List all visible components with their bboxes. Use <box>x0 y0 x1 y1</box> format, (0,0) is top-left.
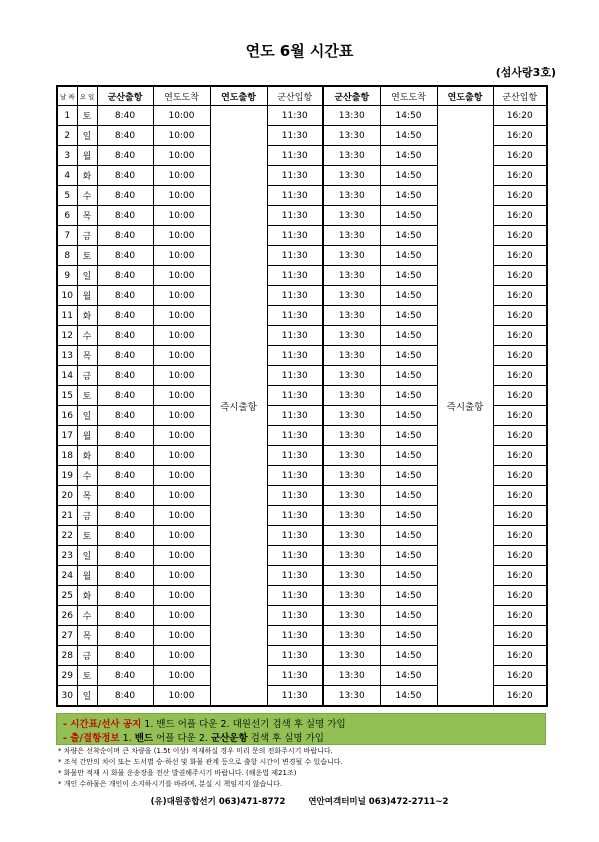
gunsan-arrive-cell: 11:30 <box>267 266 323 286</box>
gunsan-arrive-cell: 16:20 <box>493 646 547 666</box>
weekday-cell: 토 <box>77 106 97 126</box>
day-cell: 13 <box>57 346 77 366</box>
yeondo-arrive-cell: 14:50 <box>380 506 437 526</box>
weekday-cell: 일 <box>77 686 97 707</box>
notes <box>58 746 343 790</box>
gunsan-depart-cell: 8:40 <box>97 166 153 186</box>
gunsan-depart-cell: 13:30 <box>323 326 380 346</box>
gunsan-arrive-cell: 16:20 <box>493 326 547 346</box>
day-cell: 5 <box>57 186 77 206</box>
yeondo-arrive-cell: 10:00 <box>153 326 210 346</box>
weekday-cell: 목 <box>77 486 97 506</box>
gunsan-depart-cell: 8:40 <box>97 606 153 626</box>
yeondo-arrive-cell: 14:50 <box>380 386 437 406</box>
day-cell: 29 <box>57 666 77 686</box>
yeondo-arrive-cell: 14:50 <box>380 446 437 466</box>
gunsan-arrive-cell: 16:20 <box>493 106 547 126</box>
gunsan-depart-cell: 8:40 <box>97 406 153 426</box>
yeondo-arrive-cell: 10:00 <box>153 406 210 426</box>
yeondo-arrive-cell: 14:50 <box>380 266 437 286</box>
gunsan-arrive-cell: 16:20 <box>493 486 547 506</box>
yeondo-arrive-cell: 10:00 <box>153 686 210 707</box>
gunsan-arrive-cell: 11:30 <box>267 606 323 626</box>
gunsan-depart-cell: 13:30 <box>323 286 380 306</box>
notice-bold-gunsan: 군산운항 <box>210 733 248 744</box>
gunsan-arrive-cell: 16:20 <box>493 606 547 626</box>
gunsan-arrive-cell: 16:20 <box>493 526 547 546</box>
yeondo-arrive-cell: 10:00 <box>153 146 210 166</box>
note-item: * 개인 수하물은 개인이 소지하시기를 바라며, 분실 시 책임지지 않습니다. <box>58 780 283 788</box>
gunsan-depart-cell: 8:40 <box>97 486 153 506</box>
yeondo-arrive-cell: 14:50 <box>380 186 437 206</box>
header-yeondo-arrive-1: 연도도착 <box>153 86 210 106</box>
header-row <box>57 86 547 106</box>
table-row <box>57 106 547 126</box>
yeondo-arrive-cell: 10:00 <box>153 506 210 526</box>
day-cell: 22 <box>57 526 77 546</box>
gunsan-depart-cell: 13:30 <box>323 346 380 366</box>
gunsan-depart-cell: 8:40 <box>97 146 153 166</box>
gunsan-depart-cell: 8:40 <box>97 506 153 526</box>
gunsan-depart-cell: 8:40 <box>97 646 153 666</box>
weekday-cell: 월 <box>77 146 97 166</box>
gunsan-arrive-cell: 16:20 <box>493 686 547 707</box>
weekday-cell: 화 <box>77 586 97 606</box>
gunsan-arrive-cell: 11:30 <box>267 326 323 346</box>
yeondo-arrive-cell: 10:00 <box>153 586 210 606</box>
gunsan-arrive-cell: 16:20 <box>493 266 547 286</box>
gunsan-arrive-cell: 11:30 <box>267 166 323 186</box>
weekday-cell: 수 <box>77 326 97 346</box>
yeondo-arrive-cell: 10:00 <box>153 126 210 146</box>
gunsan-depart-cell: 8:40 <box>97 446 153 466</box>
gunsan-depart-cell: 13:30 <box>323 606 380 626</box>
weekday-cell: 목 <box>77 206 97 226</box>
yeondo-arrive-cell: 10:00 <box>153 526 210 546</box>
weekday-cell: 일 <box>77 266 97 286</box>
gunsan-depart-cell: 8:40 <box>97 566 153 586</box>
gunsan-depart-cell: 13:30 <box>323 546 380 566</box>
day-cell: 27 <box>57 626 77 646</box>
gunsan-depart-cell: 13:30 <box>323 186 380 206</box>
gunsan-depart-cell: 13:30 <box>323 526 380 546</box>
gunsan-arrive-cell: 11:30 <box>267 366 323 386</box>
gunsan-arrive-cell: 16:20 <box>493 286 547 306</box>
immediate-departure-cell: 즉시출항 <box>210 106 267 707</box>
gunsan-depart-cell: 8:40 <box>97 466 153 486</box>
gunsan-depart-cell: 13:30 <box>323 626 380 646</box>
weekday-cell: 월 <box>77 566 97 586</box>
gunsan-arrive-cell: 16:20 <box>493 226 547 246</box>
day-cell: 15 <box>57 386 77 406</box>
header-day: 날 짜 <box>57 86 77 106</box>
yeondo-arrive-cell: 10:00 <box>153 386 210 406</box>
gunsan-depart-cell: 13:30 <box>323 566 380 586</box>
notice-box <box>56 713 546 745</box>
yeondo-arrive-cell: 14:50 <box>380 226 437 246</box>
note-item: * 조석 간만의 차이 또는 도서별 승·하선 및 화물 관계 등으로 출항 시간이 변경될 수 있습니다. <box>58 758 343 766</box>
weekday-cell: 토 <box>77 386 97 406</box>
day-cell: 26 <box>57 606 77 626</box>
gunsan-arrive-cell: 11:30 <box>267 546 323 566</box>
day-cell: 8 <box>57 246 77 266</box>
header-yeondo-depart-2: 연도출항 <box>437 86 493 106</box>
gunsan-depart-cell: 8:40 <box>97 526 153 546</box>
gunsan-depart-cell: 13:30 <box>323 166 380 186</box>
footer-terminal: 연안여객터미널 063)472-2711~2 <box>308 797 449 807</box>
note-item: * 화물만 적재 시 화물 운송장을 전산 발권해주시기 바랍니다. (해운법 제21조) <box>58 769 297 777</box>
yeondo-arrive-cell: 14:50 <box>380 126 437 146</box>
yeondo-arrive-cell: 10:00 <box>153 546 210 566</box>
day-cell: 14 <box>57 366 77 386</box>
gunsan-arrive-cell: 16:20 <box>493 426 547 446</box>
yeondo-arrive-cell: 10:00 <box>153 606 210 626</box>
gunsan-depart-cell: 8:40 <box>97 126 153 146</box>
weekday-cell: 토 <box>77 526 97 546</box>
gunsan-arrive-cell: 16:20 <box>493 206 547 226</box>
header-yeondo-depart-1: 연도출항 <box>210 86 267 106</box>
yeondo-arrive-cell: 14:50 <box>380 606 437 626</box>
weekday-cell: 토 <box>77 246 97 266</box>
gunsan-depart-cell: 8:40 <box>97 306 153 326</box>
notice-bold-band: 밴드 <box>134 733 154 744</box>
yeondo-arrive-cell: 10:00 <box>153 226 210 246</box>
gunsan-arrive-cell: 16:20 <box>493 246 547 266</box>
yeondo-arrive-cell: 10:00 <box>153 646 210 666</box>
gunsan-depart-cell: 8:40 <box>97 426 153 446</box>
footer-contacts <box>0 795 599 807</box>
yeondo-arrive-cell: 10:00 <box>153 346 210 366</box>
gunsan-depart-cell: 8:40 <box>97 666 153 686</box>
gunsan-depart-cell: 13:30 <box>323 586 380 606</box>
gunsan-depart-cell: 13:30 <box>323 646 380 666</box>
yeondo-arrive-cell: 14:50 <box>380 526 437 546</box>
day-cell: 12 <box>57 326 77 346</box>
gunsan-depart-cell: 13:30 <box>323 466 380 486</box>
gunsan-arrive-cell: 11:30 <box>267 106 323 126</box>
gunsan-depart-cell: 8:40 <box>97 286 153 306</box>
yeondo-arrive-cell: 14:50 <box>380 586 437 606</box>
footer-company: (유)대원종합선기 063)471-8772 <box>150 797 286 807</box>
weekday-cell: 일 <box>77 546 97 566</box>
gunsan-depart-cell: 8:40 <box>97 386 153 406</box>
gunsan-depart-cell: 13:30 <box>323 146 380 166</box>
yeondo-arrive-cell: 10:00 <box>153 486 210 506</box>
yeondo-arrive-cell: 14:50 <box>380 106 437 126</box>
gunsan-depart-cell: 8:40 <box>97 686 153 707</box>
yeondo-arrive-cell: 10:00 <box>153 186 210 206</box>
yeondo-arrive-cell: 10:00 <box>153 306 210 326</box>
day-cell: 10 <box>57 286 77 306</box>
yeondo-arrive-cell: 14:50 <box>380 246 437 266</box>
gunsan-arrive-cell: 11:30 <box>267 146 323 166</box>
gunsan-arrive-cell: 16:20 <box>493 346 547 366</box>
yeondo-arrive-cell: 14:50 <box>380 166 437 186</box>
gunsan-arrive-cell: 11:30 <box>267 646 323 666</box>
gunsan-depart-cell: 8:40 <box>97 226 153 246</box>
weekday-cell: 금 <box>77 366 97 386</box>
weekday-cell: 화 <box>77 166 97 186</box>
gunsan-arrive-cell: 11:30 <box>267 286 323 306</box>
gunsan-arrive-cell: 16:20 <box>493 586 547 606</box>
gunsan-arrive-cell: 16:20 <box>493 406 547 426</box>
gunsan-depart-cell: 8:40 <box>97 106 153 126</box>
day-cell: 24 <box>57 566 77 586</box>
header-gunsan-depart-2: 군산출항 <box>323 86 380 106</box>
day-cell: 28 <box>57 646 77 666</box>
day-cell: 18 <box>57 446 77 466</box>
gunsan-arrive-cell: 11:30 <box>267 466 323 486</box>
gunsan-depart-cell: 13:30 <box>323 126 380 146</box>
gunsan-depart-cell: 13:30 <box>323 306 380 326</box>
gunsan-arrive-cell: 16:20 <box>493 506 547 526</box>
notice-text-service-b: 어플 다운 2. <box>153 733 211 744</box>
gunsan-arrive-cell: 11:30 <box>267 586 323 606</box>
gunsan-depart-cell: 13:30 <box>323 386 380 406</box>
gunsan-arrive-cell: 16:20 <box>493 466 547 486</box>
yeondo-arrive-cell: 14:50 <box>380 566 437 586</box>
yeondo-arrive-cell: 14:50 <box>380 546 437 566</box>
notice-text-service-c: 검색 후 실명 가입 <box>247 733 324 744</box>
day-cell: 17 <box>57 426 77 446</box>
gunsan-depart-cell: 8:40 <box>97 546 153 566</box>
day-cell: 20 <box>57 486 77 506</box>
gunsan-arrive-cell: 16:20 <box>493 386 547 406</box>
header-yeondo-arrive-2: 연도도착 <box>380 86 437 106</box>
gunsan-arrive-cell: 11:30 <box>267 666 323 686</box>
yeondo-arrive-cell: 14:50 <box>380 486 437 506</box>
gunsan-arrive-cell: 11:30 <box>267 126 323 146</box>
day-cell: 3 <box>57 146 77 166</box>
weekday-cell: 수 <box>77 606 97 626</box>
gunsan-arrive-cell: 16:20 <box>493 146 547 166</box>
gunsan-arrive-cell: 11:30 <box>267 686 323 707</box>
yeondo-arrive-cell: 10:00 <box>153 106 210 126</box>
gunsan-arrive-cell: 11:30 <box>267 186 323 206</box>
day-cell: 4 <box>57 166 77 186</box>
yeondo-arrive-cell: 10:00 <box>153 206 210 226</box>
day-cell: 7 <box>57 226 77 246</box>
yeondo-arrive-cell: 10:00 <box>153 246 210 266</box>
yeondo-arrive-cell: 14:50 <box>380 686 437 707</box>
weekday-cell: 화 <box>77 306 97 326</box>
gunsan-arrive-cell: 16:20 <box>493 166 547 186</box>
gunsan-depart-cell: 13:30 <box>323 426 380 446</box>
weekday-cell: 수 <box>77 466 97 486</box>
gunsan-depart-cell: 8:40 <box>97 586 153 606</box>
gunsan-depart-cell: 8:40 <box>97 206 153 226</box>
weekday-cell: 목 <box>77 626 97 646</box>
gunsan-arrive-cell: 16:20 <box>493 366 547 386</box>
gunsan-arrive-cell: 16:20 <box>493 546 547 566</box>
yeondo-arrive-cell: 14:50 <box>380 666 437 686</box>
notice-line-schedule <box>63 716 346 730</box>
gunsan-arrive-cell: 11:30 <box>267 226 323 246</box>
note-item: * 차량은 선착순이며 큰 차량을 (1.5t 이상) 적재하실 경우 미리 문의 전화주시기 바랍니다. <box>58 747 333 755</box>
yeondo-arrive-cell: 10:00 <box>153 446 210 466</box>
gunsan-depart-cell: 8:40 <box>97 626 153 646</box>
ship-name: (섬사랑3호) <box>495 66 556 79</box>
gunsan-arrive-cell: 16:20 <box>493 446 547 466</box>
day-cell: 21 <box>57 506 77 526</box>
gunsan-arrive-cell: 11:30 <box>267 346 323 366</box>
day-cell: 30 <box>57 686 77 707</box>
yeondo-arrive-cell: 14:50 <box>380 146 437 166</box>
yeondo-arrive-cell: 14:50 <box>380 206 437 226</box>
gunsan-depart-cell: 8:40 <box>97 346 153 366</box>
yeondo-arrive-cell: 14:50 <box>380 406 437 426</box>
notice-label-schedule: - 시간표/선사 공지 <box>63 719 142 730</box>
day-cell: 11 <box>57 306 77 326</box>
immediate-departure-cell: 즉시출항 <box>437 106 493 707</box>
day-cell: 19 <box>57 466 77 486</box>
gunsan-arrive-cell: 11:30 <box>267 486 323 506</box>
yeondo-arrive-cell: 14:50 <box>380 626 437 646</box>
gunsan-depart-cell: 13:30 <box>323 666 380 686</box>
yeondo-arrive-cell: 14:50 <box>380 346 437 366</box>
gunsan-arrive-cell: 11:30 <box>267 526 323 546</box>
timetable <box>56 85 548 707</box>
yeondo-arrive-cell: 14:50 <box>380 426 437 446</box>
gunsan-depart-cell: 13:30 <box>323 246 380 266</box>
yeondo-arrive-cell: 14:50 <box>380 366 437 386</box>
yeondo-arrive-cell: 10:00 <box>153 166 210 186</box>
gunsan-arrive-cell: 11:30 <box>267 506 323 526</box>
weekday-cell: 금 <box>77 226 97 246</box>
day-cell: 23 <box>57 546 77 566</box>
gunsan-depart-cell: 8:40 <box>97 246 153 266</box>
day-cell: 16 <box>57 406 77 426</box>
weekday-cell: 일 <box>77 126 97 146</box>
weekday-cell: 일 <box>77 406 97 426</box>
gunsan-arrive-cell: 11:30 <box>267 246 323 266</box>
gunsan-arrive-cell: 16:20 <box>493 306 547 326</box>
gunsan-depart-cell: 13:30 <box>323 106 380 126</box>
gunsan-arrive-cell: 16:20 <box>493 566 547 586</box>
yeondo-arrive-cell: 14:50 <box>380 306 437 326</box>
weekday-cell: 월 <box>77 286 97 306</box>
yeondo-arrive-cell: 10:00 <box>153 626 210 646</box>
weekday-cell: 화 <box>77 446 97 466</box>
yeondo-arrive-cell: 10:00 <box>153 666 210 686</box>
yeondo-arrive-cell: 14:50 <box>380 286 437 306</box>
header-gunsan-arrive-1: 군산입항 <box>267 86 323 106</box>
day-cell: 1 <box>57 106 77 126</box>
yeondo-arrive-cell: 10:00 <box>153 426 210 446</box>
gunsan-depart-cell: 8:40 <box>97 326 153 346</box>
gunsan-arrive-cell: 16:20 <box>493 126 547 146</box>
yeondo-arrive-cell: 14:50 <box>380 326 437 346</box>
gunsan-arrive-cell: 11:30 <box>267 386 323 406</box>
gunsan-arrive-cell: 16:20 <box>493 666 547 686</box>
gunsan-depart-cell: 8:40 <box>97 366 153 386</box>
yeondo-arrive-cell: 14:50 <box>380 466 437 486</box>
notice-text-service-a: 1. <box>119 733 135 744</box>
yeondo-arrive-cell: 10:00 <box>153 366 210 386</box>
gunsan-depart-cell: 13:30 <box>323 366 380 386</box>
gunsan-depart-cell: 13:30 <box>323 446 380 466</box>
gunsan-arrive-cell: 16:20 <box>493 186 547 206</box>
weekday-cell: 월 <box>77 426 97 446</box>
header-gunsan-arrive-2: 군산입항 <box>493 86 547 106</box>
gunsan-arrive-cell: 11:30 <box>267 406 323 426</box>
notice-label-service: - 출/결항정보 <box>63 733 120 744</box>
notice-line-service <box>63 730 324 744</box>
gunsan-arrive-cell: 11:30 <box>267 446 323 466</box>
weekday-cell: 목 <box>77 346 97 366</box>
header-weekday: 요 일 <box>77 86 97 106</box>
weekday-cell: 금 <box>77 506 97 526</box>
gunsan-arrive-cell: 11:30 <box>267 626 323 646</box>
weekday-cell: 금 <box>77 646 97 666</box>
gunsan-arrive-cell: 11:30 <box>267 306 323 326</box>
gunsan-depart-cell: 13:30 <box>323 506 380 526</box>
gunsan-arrive-cell: 11:30 <box>267 426 323 446</box>
gunsan-depart-cell: 8:40 <box>97 266 153 286</box>
gunsan-arrive-cell: 11:30 <box>267 206 323 226</box>
gunsan-arrive-cell: 16:20 <box>493 626 547 646</box>
day-cell: 2 <box>57 126 77 146</box>
yeondo-arrive-cell: 10:00 <box>153 466 210 486</box>
day-cell: 25 <box>57 586 77 606</box>
gunsan-arrive-cell: 11:30 <box>267 566 323 586</box>
gunsan-depart-cell: 13:30 <box>323 226 380 246</box>
weekday-cell: 수 <box>77 186 97 206</box>
header-gunsan-depart-1: 군산출항 <box>97 86 153 106</box>
notice-text-schedule: 1. 밴드 어플 다운 2. 대원선기 검색 후 실명 가입 <box>141 719 346 730</box>
yeondo-arrive-cell: 10:00 <box>153 266 210 286</box>
weekday-cell: 토 <box>77 666 97 686</box>
gunsan-depart-cell: 8:40 <box>97 186 153 206</box>
gunsan-depart-cell: 13:30 <box>323 206 380 226</box>
gunsan-depart-cell: 13:30 <box>323 406 380 426</box>
gunsan-depart-cell: 13:30 <box>323 266 380 286</box>
yeondo-arrive-cell: 14:50 <box>380 646 437 666</box>
day-cell: 9 <box>57 266 77 286</box>
gunsan-depart-cell: 13:30 <box>323 686 380 707</box>
yeondo-arrive-cell: 10:00 <box>153 286 210 306</box>
day-cell: 6 <box>57 206 77 226</box>
yeondo-arrive-cell: 10:00 <box>153 566 210 586</box>
gunsan-depart-cell: 13:30 <box>323 486 380 506</box>
page-title: 연도 6월 시간표 <box>245 42 354 60</box>
